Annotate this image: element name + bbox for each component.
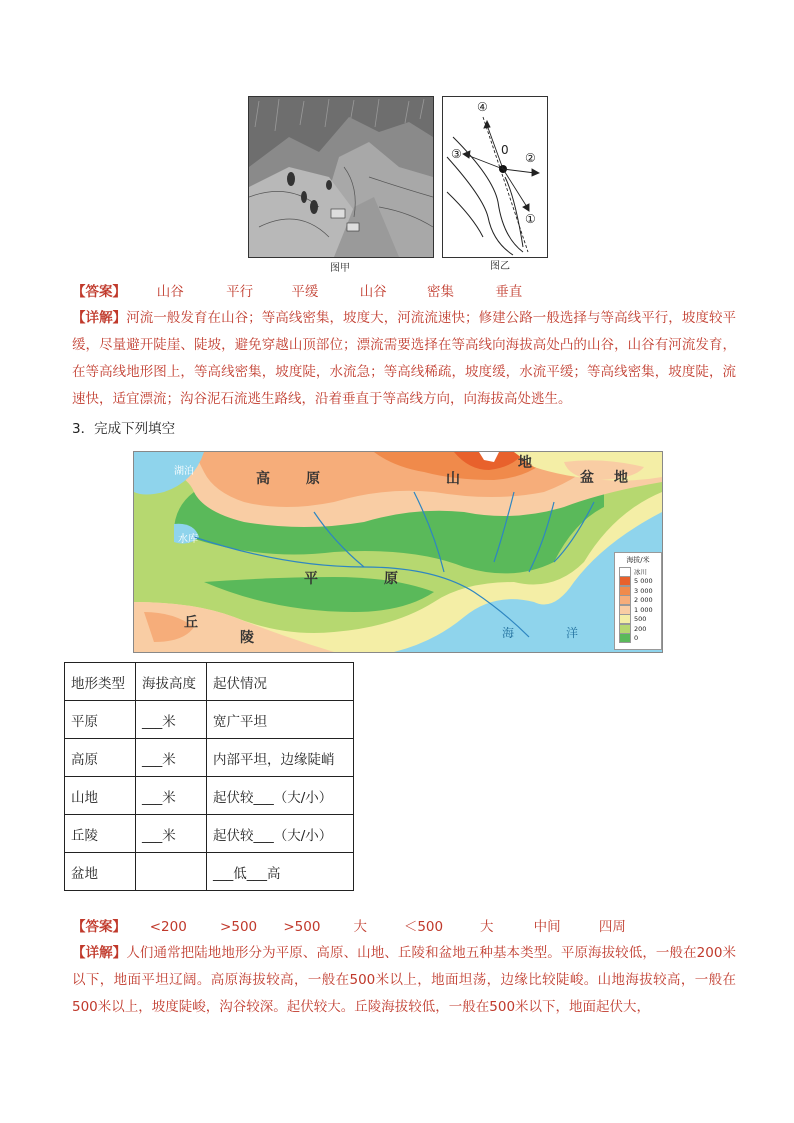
map-label-plain-2: 原 [384, 571, 398, 587]
map-label-hill-1: 丘 [184, 615, 198, 631]
table-cell: 平原 [65, 701, 136, 739]
contour-line [505, 177, 523, 247]
legend-label: 0 [634, 634, 639, 643]
terrain-map [133, 451, 663, 653]
detail-text: 河流一般发育在山谷；等高线密集，坡度大，河流流速快；修建公路一般选择与等高线平行，坡度较平缓，尽量避开陡崖、陡坡，避免穿越山顶部位；漂流需要选择在等高线向海拔高处凸的山谷，山谷有河流发育，在等高线地形图上，等高线密集，坡度陡，水流急；等高线稀疏，坡度缓，水流平缓；等高线密集，坡度陡，流速快，适宜漂流；沟谷泥石流逃生路线，沿着垂直于等高线方向，向海拔高处逃生。 [72, 310, 737, 407]
detail-2 [72, 940, 736, 1021]
answer-value: <200 [149, 919, 187, 935]
legend-label: 3 000 [634, 586, 653, 595]
legend-item [615, 615, 661, 625]
answer-value: 四周 [598, 919, 626, 935]
label-1: ① [525, 212, 536, 226]
answer-tag: 【答案】 [72, 284, 126, 300]
legend-swatch [619, 624, 631, 634]
legend-label: 5 000 [634, 577, 653, 586]
answer-value: 平行 [226, 284, 254, 300]
legend-title: 海拔/米 [626, 556, 650, 564]
table-cell: ___米 [136, 701, 207, 739]
table-row [65, 739, 354, 777]
table-cell: 盆地 [65, 853, 136, 891]
detail-text: 人们通常把陆地地形分为平原、高原、山地、丘陵和盆地五种基本类型。平原海拔较低，一般在200米以下，地面平坦辽阔。高原海拔较高，一般在500米以上，地面坦荡，边缘比较陡峻。山地海拔较高，一般在500米以上，坡度陡峻，沟谷较深。起伏较大。丘陵海拔较低，一般在500米以下，地面起伏大， [72, 945, 736, 1015]
label-3: ③ [451, 147, 462, 161]
answer-value: >500 [220, 919, 258, 935]
ridge-dashed-line [483, 117, 528, 252]
map-label-plateau-1: 高 [256, 471, 270, 487]
table-header-row [65, 663, 354, 701]
map-label-mountain-2: 地 [518, 455, 532, 471]
table-header-cell: 海拔高度 [136, 663, 207, 701]
legend-swatch [619, 586, 631, 596]
table-row [65, 815, 354, 853]
legend-item [615, 634, 661, 644]
table-row [65, 701, 354, 739]
legend-label: 500 [634, 615, 647, 624]
table-cell: 高原 [65, 739, 136, 777]
map-legend [614, 552, 662, 650]
table-header-cell: 地形类型 [65, 663, 136, 701]
answer-value: 中间 [533, 919, 561, 935]
legend-label: 200 [634, 624, 647, 633]
contour-lines-drawing [443, 97, 547, 257]
table-cell [136, 853, 207, 891]
legend-label: 2 000 [634, 596, 653, 605]
table-cell: 内部平坦，边缘陡峭 [207, 739, 354, 777]
legend-item [615, 577, 661, 587]
table-cell: 山地 [65, 777, 136, 815]
table-cell: 起伏较___（大/小） [207, 815, 354, 853]
table-row [65, 853, 354, 891]
figure-a-illustration [248, 96, 434, 258]
map-label-plain-1: 平 [304, 571, 318, 587]
answer-value: 山谷 [156, 284, 184, 300]
legend-swatch [619, 633, 631, 643]
terrain-table [64, 662, 354, 891]
answer-2 [72, 917, 640, 937]
answer-value: 垂直 [495, 284, 523, 300]
label-2: ② [525, 151, 536, 165]
map-label-lake: 湖泊 [174, 466, 194, 477]
answer-value: 平缓 [291, 284, 319, 300]
figure-b-caption: 图乙 [490, 261, 510, 272]
detail-tag: 【详解】 [72, 310, 127, 326]
answer-tag: 【答案】 [72, 919, 126, 935]
answer-value: >500 [283, 919, 321, 935]
table-cell: ___米 [136, 815, 207, 853]
legend-swatch [619, 605, 631, 615]
legend-swatch [619, 576, 631, 586]
table-cell: ___米 [136, 739, 207, 777]
answer-value: 大 [480, 919, 494, 935]
contour-line [447, 192, 483, 237]
table-header-cell: 起伏情况 [207, 663, 354, 701]
question-3-title: 3．完成下列填空 [72, 421, 176, 437]
answer-1 [72, 282, 538, 302]
answer-value: 大 [353, 919, 367, 935]
table-cell: 起伏较___（大/小） [207, 777, 354, 815]
legend-item [615, 586, 661, 596]
detail-tag: 【详解】 [72, 945, 127, 961]
table-cell: ___米 [136, 777, 207, 815]
figure-a-caption: 图甲 [330, 263, 350, 274]
map-label-plateau-2: 原 [306, 471, 320, 487]
legend-swatch [619, 567, 631, 577]
map-label-basin-1: 盆 [580, 470, 594, 486]
map-label-reservoir: 水库 [178, 534, 198, 545]
map-label-sea-1: 海 [502, 626, 515, 640]
map-label-hill-2: 陵 [240, 630, 254, 646]
map-label-mountain-1: 山 [446, 471, 460, 487]
map-label-sea-2: 洋 [566, 626, 579, 640]
map-label-basin-2: 地 [614, 470, 628, 486]
legend-item [615, 605, 661, 615]
legend-item [615, 567, 661, 577]
legend-item [615, 624, 661, 634]
mountain-valley-drawing [249, 97, 433, 257]
table-row [65, 777, 354, 815]
answer-value: 密集 [426, 284, 454, 300]
legend-label: 1 000 [634, 605, 653, 614]
legend-swatch [619, 614, 631, 624]
label-zero: 0 [501, 143, 509, 157]
answer-value: ＜500 [403, 919, 444, 935]
legend-item [615, 596, 661, 606]
table-cell: ___低___高 [207, 853, 354, 891]
detail-1 [72, 305, 736, 413]
legend-swatch [619, 595, 631, 605]
answer-value: 山谷 [359, 284, 387, 300]
legend-label: 冰川 [634, 568, 647, 577]
table-cell: 丘陵 [65, 815, 136, 853]
figure-b-contour-map [442, 96, 548, 258]
label-4: ④ [477, 100, 488, 114]
table-cell: 宽广平坦 [207, 701, 354, 739]
